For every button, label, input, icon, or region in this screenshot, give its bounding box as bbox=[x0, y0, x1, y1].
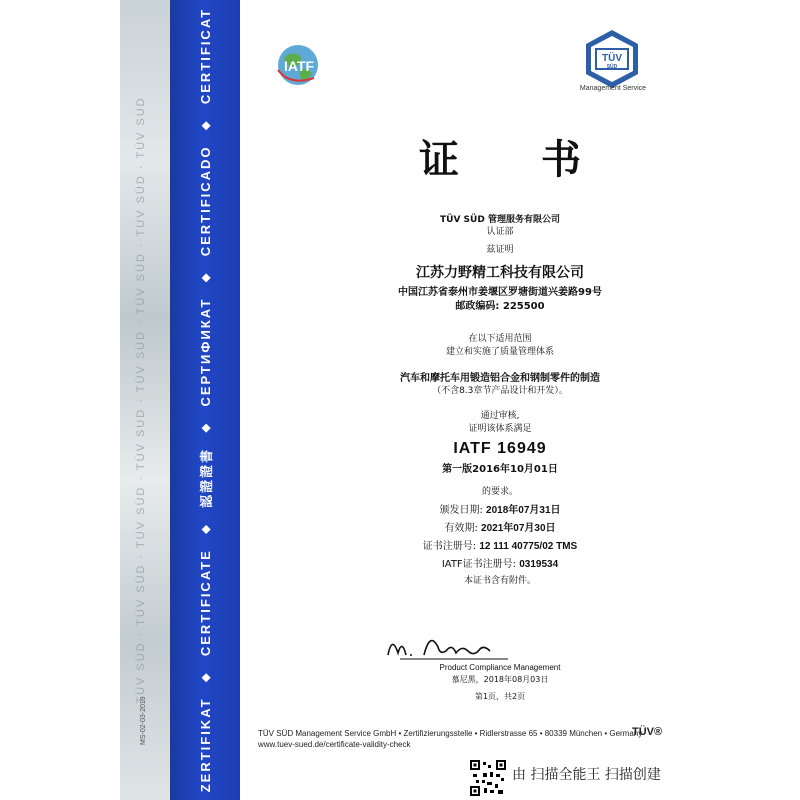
iatf-no-label: IATF证书注册号: bbox=[441, 559, 517, 570]
scope-text: 汽车和摩托车用锻造铝合金和钢制零件的制造 bbox=[400, 373, 600, 384]
issue-date-row bbox=[240, 501, 760, 516]
valid-date-row bbox=[240, 519, 760, 534]
scope-note: （不含8.3章节产品设计和开发）。 bbox=[432, 386, 568, 396]
hologram-text: TÜV SÜD · TÜV SÜD · TÜV SÜD · TÜV SÜD · TÜV SÜD · TÜV SÜD · TÜV SÜD · TÜV SÜD bbox=[135, 96, 147, 704]
iatf-no-row bbox=[240, 555, 760, 570]
company-address: 中国江苏省泰州市姜堰区罗塘街道兴姜路99号 bbox=[398, 287, 602, 298]
validity-check-link[interactable]: www.tuev-sued.de/certificate-validity-check bbox=[258, 740, 411, 749]
band-words bbox=[190, 0, 220, 800]
reg-no-value: 12 111 40775/02 TMS bbox=[479, 541, 578, 552]
diamond-icon: ◆ bbox=[199, 119, 212, 131]
issue-date-value: 2018年07月31日 bbox=[486, 505, 561, 516]
issuer-footer bbox=[258, 728, 642, 750]
scope-intro-1: 在以下适用范围 bbox=[468, 334, 532, 344]
iatf-logo-icon bbox=[270, 40, 330, 90]
tuv-caption: Management Service bbox=[579, 85, 647, 92]
standard-name: IATF 16949 bbox=[453, 440, 547, 457]
reg-no-label: 证书注册号: bbox=[422, 541, 477, 552]
standard-edition: 第一版2016年10月01日 bbox=[442, 464, 558, 475]
band-word: CERTIFICAT bbox=[197, 7, 213, 105]
footer-address: TÜV SÜD Management Service GmbH • Zertifizierungsstelle • Ridlerstrasse 65 • 80339 München • Germany bbox=[258, 729, 643, 738]
tuv-sud-logo-icon bbox=[582, 28, 642, 90]
band-word: СЕРТИФИКАТ bbox=[197, 297, 213, 407]
band-word: 認證證書 bbox=[198, 447, 214, 508]
side-code: MS-02-03-2019 bbox=[140, 696, 147, 745]
issuer-name: TÜV SÜD 管理服务有限公司 bbox=[440, 215, 560, 225]
scanner-watermark: 由 扫描全能王 扫描创建 bbox=[512, 767, 661, 783]
annex-note: 本证书含有附件。 bbox=[463, 576, 536, 586]
qr-code-icon[interactable] bbox=[470, 760, 506, 796]
band-word: CERTIFICADO bbox=[197, 145, 213, 257]
diamond-icon: ◆ bbox=[199, 523, 212, 534]
signed-place-date: 慕尼黑，2018年08月03日 bbox=[451, 675, 549, 684]
signature bbox=[380, 625, 520, 665]
company-name: 江苏力野精工科技有限公司 bbox=[416, 265, 584, 281]
reg-no-row bbox=[240, 537, 760, 552]
valid-date-label: 有效期: bbox=[444, 523, 478, 534]
svg-text:IATF: IATF bbox=[284, 58, 315, 74]
tuv-mark: TÜV® bbox=[632, 726, 663, 738]
iatf-no-value: 0319534 bbox=[519, 559, 559, 570]
band-word: CERTIFICATE bbox=[197, 549, 213, 657]
issuer-dept: 认证部 bbox=[486, 227, 514, 237]
requirement-text: 的要求。 bbox=[481, 487, 518, 497]
diamond-icon: ◆ bbox=[199, 671, 212, 683]
valid-date-value: 2021年07月30日 bbox=[481, 523, 556, 534]
issue-date-label: 颁发日期: bbox=[439, 505, 483, 516]
certify-intro: 兹证明 bbox=[486, 245, 514, 255]
signer-title: Product Compliance Management bbox=[439, 663, 561, 672]
diamond-icon: ◆ bbox=[199, 271, 212, 283]
diamond-icon: ◆ bbox=[199, 421, 212, 433]
page-number: 第1页，共2页 bbox=[474, 692, 526, 701]
band-word: ZERTIFIKAT bbox=[197, 697, 213, 793]
audit-line-2: 证明该体系满足 bbox=[468, 424, 532, 434]
scope-intro-2: 建立和实施了质量管理体系 bbox=[445, 347, 554, 357]
postcode: 邮政编码: 225500 bbox=[455, 301, 545, 312]
certificate-title: 证 书 bbox=[419, 136, 615, 183]
audit-line-1: 通过审核, bbox=[480, 411, 520, 421]
tuv-logo-sub: SÜD bbox=[606, 64, 618, 70]
tuv-logo-text: TÜV bbox=[602, 53, 622, 64]
